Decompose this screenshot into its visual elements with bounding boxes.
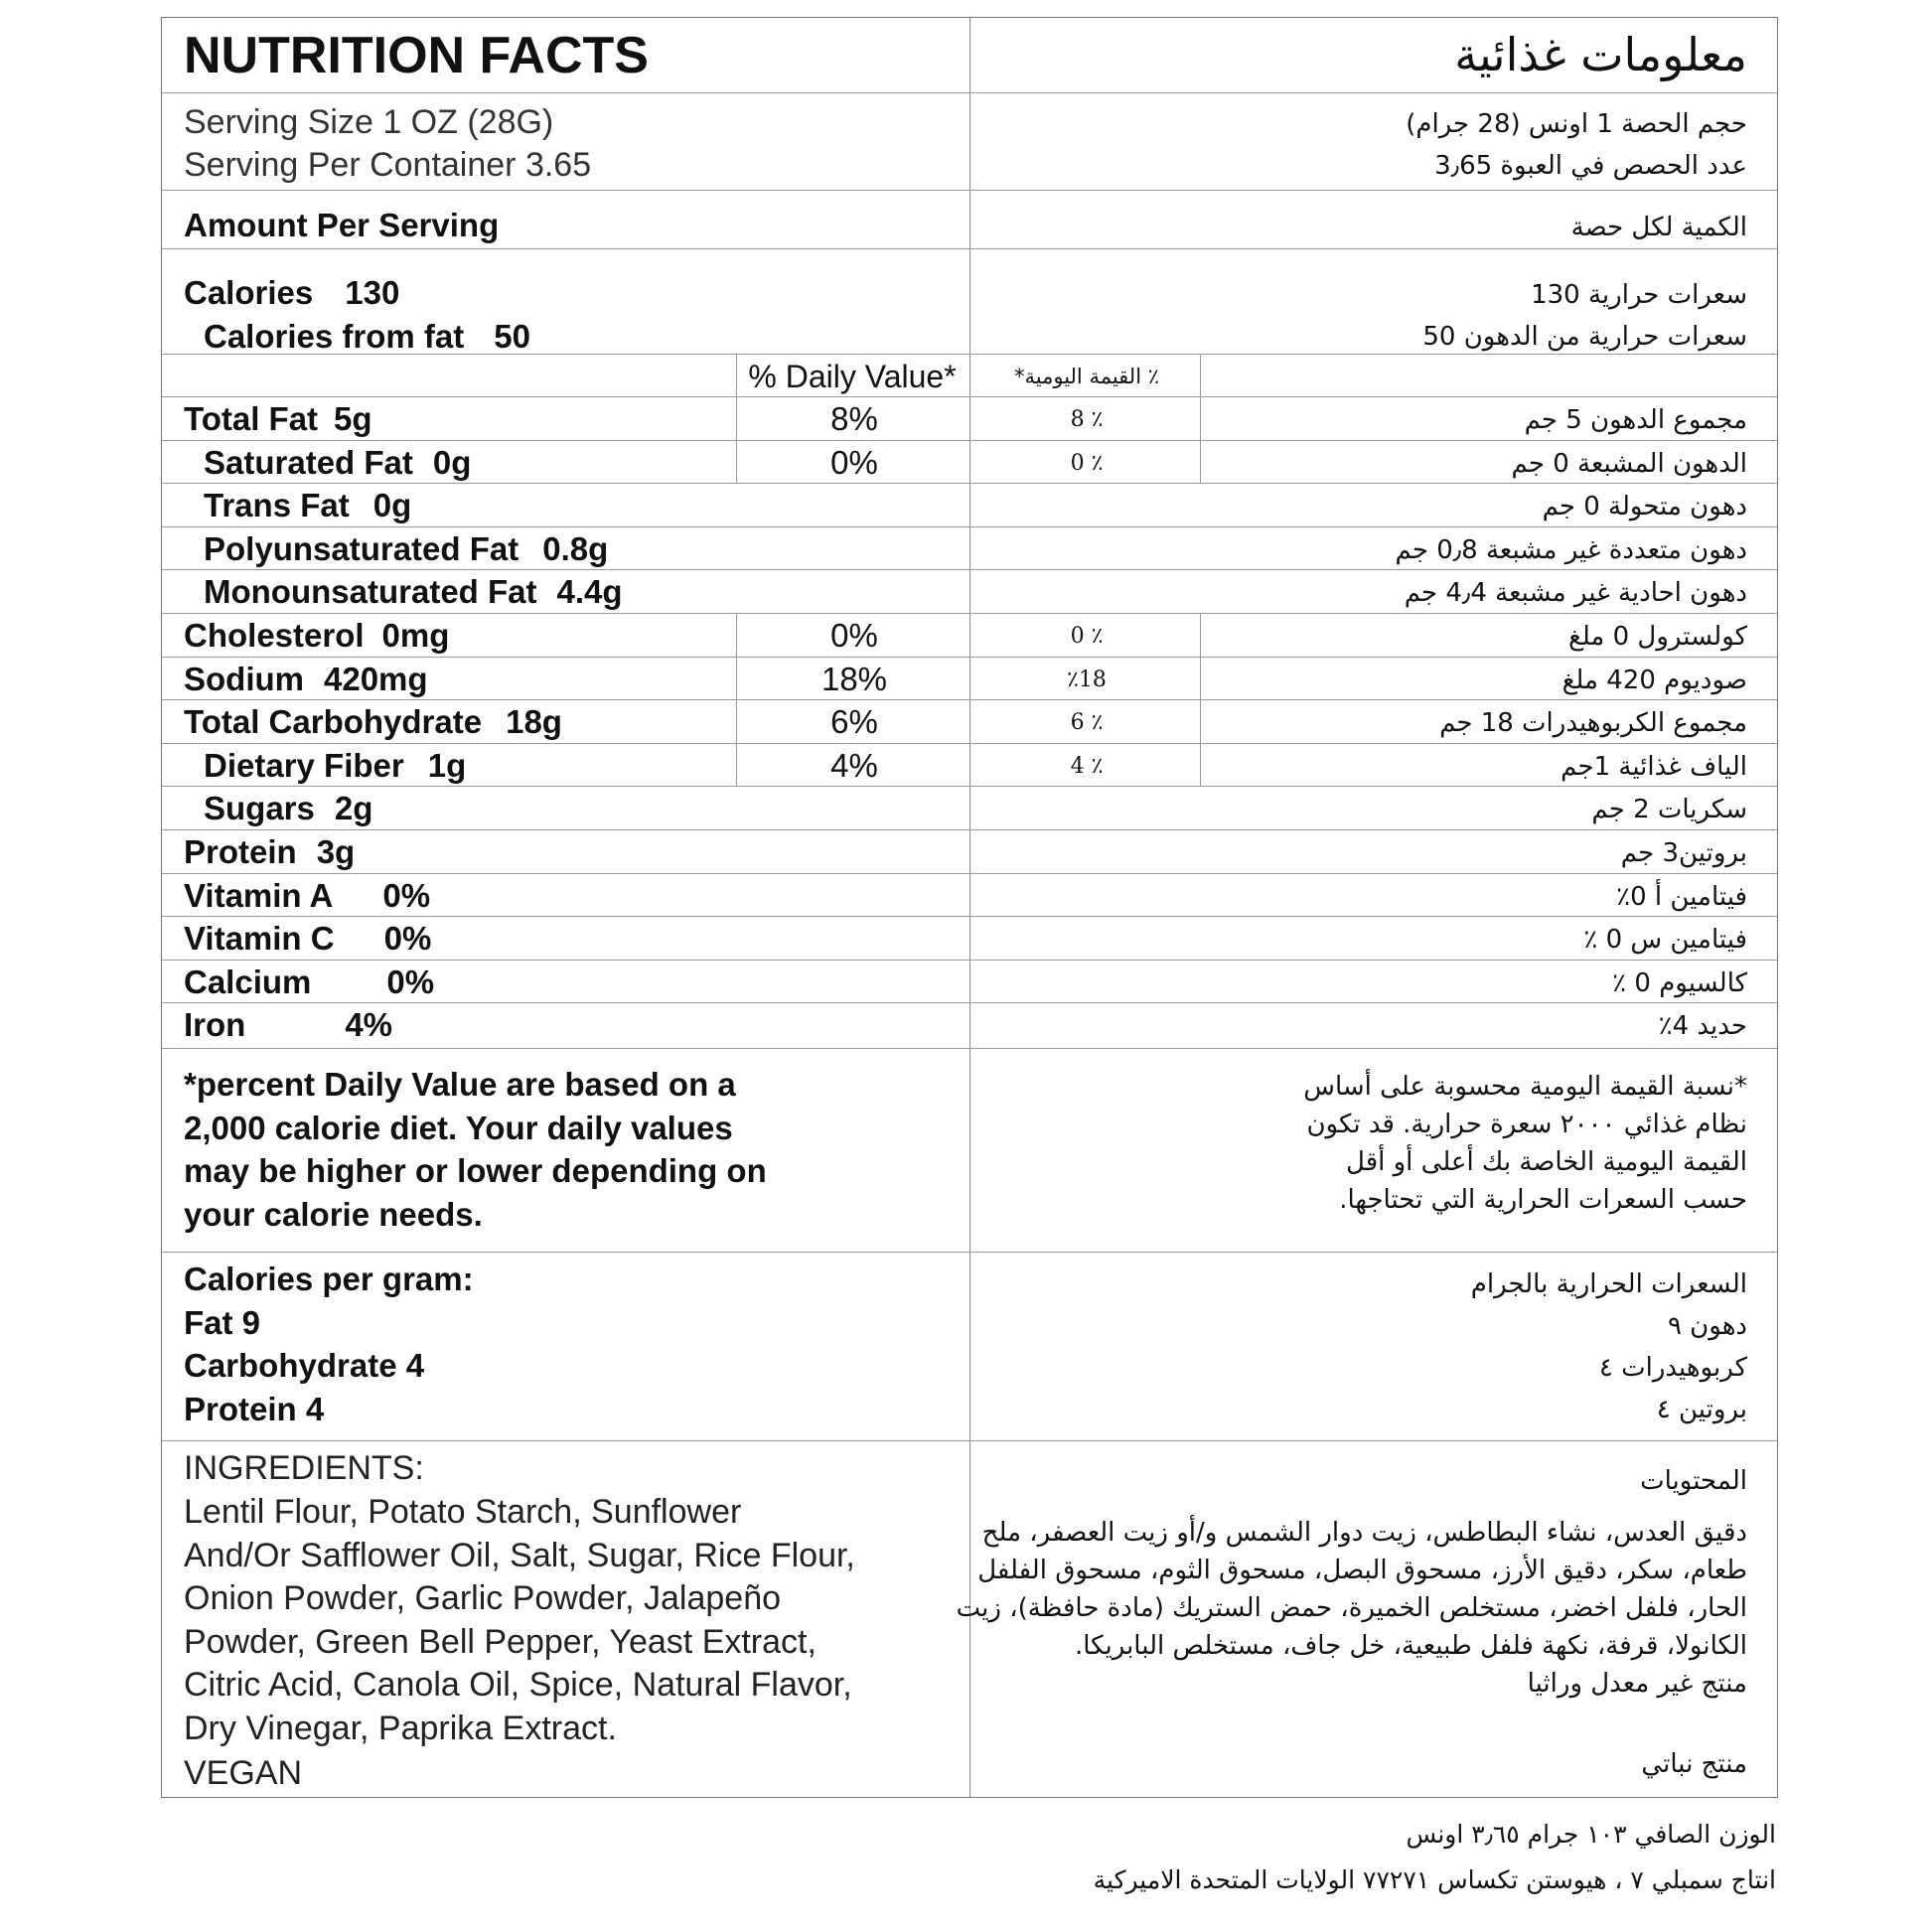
ingredients-line-en: Dry Vinegar, Paprika Extract.	[184, 1709, 617, 1747]
ingredients-line-en: And/Or Safflower Oil, Salt, Sugar, Rice Flour,	[184, 1536, 855, 1574]
footnote-line-ar: *نسبة القيمة اليومية محسوبة على أساس	[1303, 1072, 1747, 1102]
serving-size-ar: حجم الحصة 1 اونس (28 جرام)	[1406, 109, 1747, 139]
nutrient-row-ar: الياف غذائية 1جم	[1560, 751, 1747, 782]
nutrient-label: Dietary Fiber	[204, 746, 404, 784]
title-ar: معلومات غذائية	[1454, 28, 1747, 81]
nutrient-row-ar: دهون متحولة 0 جم	[1542, 492, 1747, 522]
nutrient-label: Total Carbohydrate	[184, 703, 483, 741]
nutrient-label: Trans Fat	[204, 487, 350, 524]
nutrient-row-en	[184, 1006, 393, 1044]
row-divider	[162, 916, 1777, 917]
calories-from-fat-label: Calories from fat	[204, 318, 465, 355]
column-divider	[736, 440, 737, 484]
nutrient-label: Cholesterol	[184, 617, 365, 654]
calories-per-gram-line-ar: السعرات الحرارية بالجرام	[1470, 1269, 1747, 1299]
divider	[162, 1440, 1777, 1441]
daily-value-percent: 8%	[830, 400, 878, 437]
amount-per-serving-ar: الكمية لكل حصة	[1570, 213, 1747, 242]
nutrient-label: Iron	[184, 1006, 246, 1044]
nutrient-row-ar: فيتامين س 0 ٪	[1583, 925, 1747, 956]
daily-value-header-en: % Daily Value*	[748, 359, 957, 394]
nutrient-row-ar: مجموع الدهون 5 جم	[1524, 405, 1747, 435]
column-divider	[736, 743, 737, 787]
center-divider	[969, 18, 970, 1797]
calories-from-fat-ar: سعرات حرارية من الدهون 50	[1422, 322, 1747, 352]
nutrient-label: Calcium	[184, 963, 312, 1000]
daily-value-percent-ar: ٪18	[1067, 667, 1107, 692]
nutrient-row-ar: الدهون المشبعة 0 جم	[1511, 448, 1747, 479]
calories-per-gram-line-ar: بروتين ٤	[1656, 1395, 1747, 1424]
nutrient-amount: 18g	[506, 703, 562, 741]
calories-from-fat-row-en	[204, 320, 530, 353]
nutrient-row-ar: دهون متعددة غير مشبعة 0٫8 جم	[1395, 534, 1747, 565]
column-divider	[736, 354, 737, 396]
producer-address-ar: انتاج سمبلي ٧ ، هيوستن تكساس ٧٧٢٧١ الولايات المتحدة الاميركية	[1093, 1865, 1776, 1894]
nutrient-amount: 0g	[372, 487, 412, 524]
nutrient-label: Vitamin C	[184, 920, 335, 958]
nutrient-row-en	[184, 703, 562, 741]
row-divider	[162, 526, 1777, 527]
daily-value-percent-ar: ٪ 0	[1070, 624, 1104, 649]
calories-label: Calories	[184, 274, 314, 311]
ingredients-line-ar: دقيق العدس، نشاء البطاطس، زيت دوار الشمس و/أو زيت العصفر، ملح	[981, 1518, 1747, 1548]
footnote-line-en: your calorie needs.	[184, 1195, 483, 1233]
ingredients-line-en: Citric Acid, Canola Oil, Spice, Natural Flavor,	[184, 1666, 852, 1704]
column-divider	[736, 657, 737, 700]
ingredients-line-en: Onion Powder, Garlic Powder, Jalapeño	[184, 1579, 782, 1617]
nutrient-label: Polyunsaturated Fat	[204, 529, 520, 567]
ingredients-line-ar: طعام، سكر، دقيق الأرز، مسحوق البصل، مسحوق الثوم، مسحوق الفلفل	[977, 1556, 1747, 1585]
servings-per-container-ar: عدد الحصص في العبوة 3٫65	[1434, 151, 1747, 181]
amount-per-serving-en: Amount Per Serving	[184, 207, 500, 243]
footnote-line-en: may be higher or lower depending on	[184, 1152, 767, 1189]
daily-value-header-ar: ٪ القيمة اليومية*	[1014, 365, 1159, 388]
calories-ar: سعرات حرارية 130	[1531, 280, 1747, 310]
ingredients-line-ar: الحار، فلفل اخضر، مستخلص الخميرة، حمض الستريك (مادة حافظة)، زيت	[956, 1593, 1747, 1623]
net-weight-ar: الوزن الصافي ١٠٣ جرام ٣٫٦٥ اونس	[1406, 1820, 1776, 1849]
nutrient-amount: 3g	[316, 833, 356, 870]
nutrient-row-en	[204, 487, 412, 524]
nutrient-row-ar: مجموع الكربوهيدرات 18 جم	[1439, 708, 1747, 739]
ingredients-line-ar: الكانولا، قرفة، نكهة فلفل طبيعية، خل جاف، مستخلص البابريكا.	[1074, 1631, 1747, 1661]
nutrient-row-ar: بروتين3 جم	[1620, 838, 1747, 868]
nutrient-row-ar: فيتامين أ 0٪	[1616, 881, 1747, 912]
calories-row-en	[184, 276, 399, 309]
nutrient-amount: 2g	[334, 790, 373, 827]
divider	[162, 248, 1777, 249]
row-divider	[162, 699, 1777, 700]
nutrient-label: Sugars	[204, 790, 315, 827]
footnote-line-ar: حسب السعرات الحرارية التي تحتاجها.	[1339, 1185, 1747, 1215]
nutrient-row-en	[184, 963, 435, 1000]
daily-value-percent-ar: ٪ 4	[1070, 753, 1104, 779]
divider	[162, 1048, 1777, 1049]
serving-size-en: Serving Size 1 OZ (28G)	[184, 103, 554, 141]
nutrient-row-ar: سكريات 2 جم	[1591, 795, 1747, 825]
column-divider	[736, 613, 737, 657]
nutrient-row-ar: دهون احادية غير مشبعة 4٫4 جم	[1404, 578, 1747, 609]
row-divider	[162, 829, 1777, 830]
title-en: NUTRITION FACTS	[184, 27, 649, 84]
calories-per-gram-line-en: Fat 9	[184, 1303, 261, 1341]
ingredients-line-en: Powder, Green Bell Pepper, Yeast Extract,	[184, 1622, 817, 1661]
daily-value-percent-ar: ٪ 6	[1070, 710, 1104, 736]
row-divider	[162, 873, 1777, 874]
footnote-line-en: *percent Daily Value are based on a	[184, 1066, 736, 1103]
ingredients-heading-en: INGREDIENTS:	[184, 1449, 424, 1487]
calories-from-fat-value: 50	[494, 318, 530, 355]
calories-per-gram-line-en: Carbohydrate 4	[184, 1347, 425, 1384]
nutrient-amount: 4%	[345, 1006, 393, 1044]
vegan-label-ar: منتج نباتي	[1641, 1749, 1747, 1779]
nutrient-label: Vitamin A	[184, 876, 334, 914]
row-divider	[162, 1002, 1777, 1003]
nutrient-row-ar: كولسترول 0 ملغ	[1567, 622, 1747, 652]
row-divider	[162, 569, 1777, 570]
divider	[162, 1252, 1777, 1253]
nutrient-amount: 0%	[383, 920, 432, 958]
daily-value-percent-ar: ٪ 8	[1070, 407, 1104, 432]
nutrient-label: Total Fat	[184, 400, 319, 437]
servings-per-container-en: Serving Per Container 3.65	[184, 146, 592, 184]
nutrient-amount: 0.8g	[542, 529, 609, 567]
nutrient-row-ar: حديد 4٪	[1658, 1011, 1747, 1042]
calories-per-gram-line-en: Calories per gram:	[184, 1261, 474, 1297]
row-divider	[162, 483, 1777, 484]
daily-value-percent: 0%	[830, 443, 878, 481]
nutrient-row-en	[184, 920, 432, 958]
nutrient-row-en	[184, 876, 431, 914]
nutrient-amount: 0mg	[381, 617, 450, 654]
nutrient-row-en	[184, 660, 428, 697]
row-divider	[162, 657, 1777, 658]
nutrient-label: Monounsaturated Fat	[204, 573, 537, 611]
daily-value-percent: 4%	[830, 746, 878, 784]
nutrient-amount: 0g	[432, 443, 472, 481]
footnote-line-en: 2,000 calorie diet. Your daily values	[184, 1109, 733, 1146]
vegan-label-en: VEGAN	[184, 1754, 303, 1792]
nutrient-row-en	[204, 443, 472, 481]
column-divider	[736, 699, 737, 743]
row-divider	[162, 743, 1777, 744]
nutrient-row-ar: صوديوم 420 ملغ	[1561, 665, 1747, 695]
daily-value-percent: 18%	[820, 660, 888, 697]
nutrient-amount: 420mg	[324, 660, 428, 697]
divider	[162, 92, 1777, 93]
nutrient-amount: 0%	[386, 963, 435, 1000]
nutrient-label: Protein	[184, 833, 297, 870]
calories-per-gram-line-ar: كربوهيدرات ٤	[1598, 1353, 1747, 1383]
nutrient-amount: 4.4g	[556, 573, 623, 611]
calories-per-gram-line-ar: دهون ٩	[1667, 1311, 1747, 1341]
row-divider	[162, 440, 1777, 441]
footnote-line-ar: القيمة اليومية الخاصة بك أعلى أو أقل	[1346, 1147, 1747, 1177]
daily-value-percent-ar: ٪ 0	[1070, 450, 1104, 476]
nutrient-row-en	[204, 529, 609, 567]
nutrient-row-en	[184, 619, 449, 652]
nutrient-row-en	[204, 746, 467, 784]
row-divider	[162, 613, 1777, 614]
ingredients-line-ar: منتج غير معدل وراثيا	[1527, 1669, 1747, 1699]
daily-value-percent: 0%	[830, 617, 878, 654]
nutrient-amount: 5g	[334, 400, 372, 437]
row-divider	[162, 786, 1777, 787]
nutrient-row-ar: كالسيوم 0 ٪	[1612, 967, 1747, 998]
nutrition-panel	[161, 17, 1778, 1798]
nutrient-label: Sodium	[184, 660, 304, 697]
nutrient-row-en	[184, 402, 372, 435]
calories-value: 130	[345, 274, 400, 311]
nutrient-row-en	[204, 790, 373, 827]
nutrient-row-en	[184, 835, 355, 868]
ingredients-heading-ar: المحتويات	[1640, 1466, 1747, 1496]
divider	[162, 396, 1777, 397]
row-divider	[162, 960, 1777, 961]
nutrient-row-en	[204, 573, 623, 611]
column-divider	[736, 396, 737, 440]
footnote-line-ar: نظام غذائي ٢٠٠٠ سعرة حرارية. قد تكون	[1306, 1110, 1747, 1139]
calories-per-gram-line-en: Protein 4	[184, 1390, 325, 1427]
divider	[162, 190, 1777, 191]
ingredients-line-en: Lentil Flour, Potato Starch, Sunflower	[184, 1493, 742, 1531]
nutrient-amount: 0%	[382, 876, 431, 914]
daily-value-percent: 6%	[830, 703, 878, 741]
nutrient-amount: 1g	[427, 746, 467, 784]
nutrient-label: Saturated Fat	[204, 443, 413, 481]
